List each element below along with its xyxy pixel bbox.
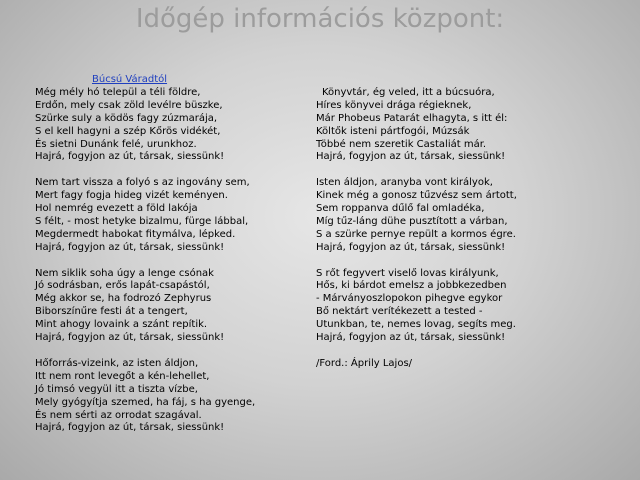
stanza [35,177,305,254]
poem-line: Még akkor se, ha fodrozó Zephyrus [35,293,212,305]
poem-line: S el kell hagyni a szép Kőrös vidékét, [35,125,221,137]
poem-line: Kinek még a gonosz tűzvész sem ártott, [316,190,517,202]
poem-line: Jó sodrásban, erős lapát-csapástól, [35,280,210,292]
poem-line: /Ford.: Áprily Lajos/ [316,357,413,369]
poem-line: Könyvtár, ég veled, itt a búcsuóra, [322,86,495,98]
stanza [316,268,616,345]
poem-line: Hajrá, fogyjon az út, társak, siessünk! [316,332,506,344]
poem-line: Hajrá, fogyjon az út, társak, siessünk! [35,241,225,253]
poem-line: Költők isteni pártfogói, Múzsák [316,125,470,137]
poem-line: Már Phobeus Patarát elhagyta, s itt él: [316,112,508,124]
poem-line: Többé nem szeretik Castaliát már. [316,138,487,150]
poem-line: Itt nem ront levegőt a kén-lehellet, [35,370,210,382]
poem-line: Hajrá, fogyjon az út, társak, siessünk! [35,151,225,163]
poem-line: Híres könyvei drága régieknek, [316,99,472,111]
poem-right-column [316,74,616,384]
poem-line: Bő nektárt verítékezett a tested - [316,306,483,318]
poem-line: S rőt fegyvert viselő lovas királyunk, [316,267,499,279]
stanza [316,87,616,164]
poem-line: Hajrá, fogyjon az út, társak, siessünk! [316,241,506,253]
poem-line: Mely gyógyítja szemed, ha fáj, s ha gyenge, [35,396,256,408]
stanza [316,358,616,371]
poem-line: - Márványoszlopokon pihegve egykor [316,293,503,305]
stanza [35,87,305,164]
right-column-spacer [316,74,616,87]
poem-line: S a szürke pernye repült a kormos égre. [316,228,516,240]
poem-line: Míg tűz-láng dühe pusztított a várban, [316,215,508,227]
poem-line: Hajrá, fogyjon az út, társak, siessünk! [35,422,225,434]
stanza [35,268,305,345]
poem-line: Szürke suly a ködös fagy zúzmarája, [35,112,218,124]
poem-line: Jó timsó vegyül itt a tiszta vízbe, [35,383,198,395]
poem-line: Isten áldjon, aranyba vont királyok, [316,177,493,189]
poem-line: Utunkban, te, nemes lovag, segíts meg. [316,319,516,331]
poem-line: Erdőn, mely csak zöld levélre büszke, [35,99,223,111]
poem-line: Nem tart vissza a folyó s az ingovány sem, [35,177,250,189]
poem-line: S félt, - most hetyke bizalmu, fürge lábbal, [35,215,249,227]
poem-line: Mint ahogy lovaink a szánt repítik. [35,319,208,331]
right-stanzas [316,87,616,371]
page-title: Időgép információs központ: [135,4,505,34]
poem-line: Hajrá, fogyjon az út, társak, siessünk! [35,332,225,344]
poem-line: Hol nemrég evezett a föld lakója [35,203,198,215]
left-stanzas [35,87,305,435]
poem-line: Hős, ki bárdot emelsz a jobbkezedben [316,280,507,292]
stanza [35,358,305,435]
poem-line: Biborszínűre festi át a tengert, [35,306,188,318]
poem-line: És nem sérti az orrodat szagával. [35,409,202,421]
poem-title-link[interactable]: Búcsú Váradtól [92,74,168,85]
poem-line: Nem siklik soha úgy a lenge csónak [35,267,214,279]
poem-line: Megdermedt habokat fitymálva, lépked. [35,228,236,240]
poem-line: Sem roppanva dűlő fal omladéka, [316,203,485,215]
poem-line: Még mély hó települ a téli földre, [35,86,201,98]
stanza [316,177,616,254]
poem-line: Mert fagy fogja hideg vizét keményen. [35,190,228,202]
poem-line: És sietni Dunánk felé, urunkhoz. [35,138,197,150]
poem-line: Hajrá, fogyjon az út, társak, siessünk! [316,151,506,163]
poem-left-column [35,74,305,448]
poem-line: Hőforrás-vizeink, az isten áldjon, [35,357,199,369]
